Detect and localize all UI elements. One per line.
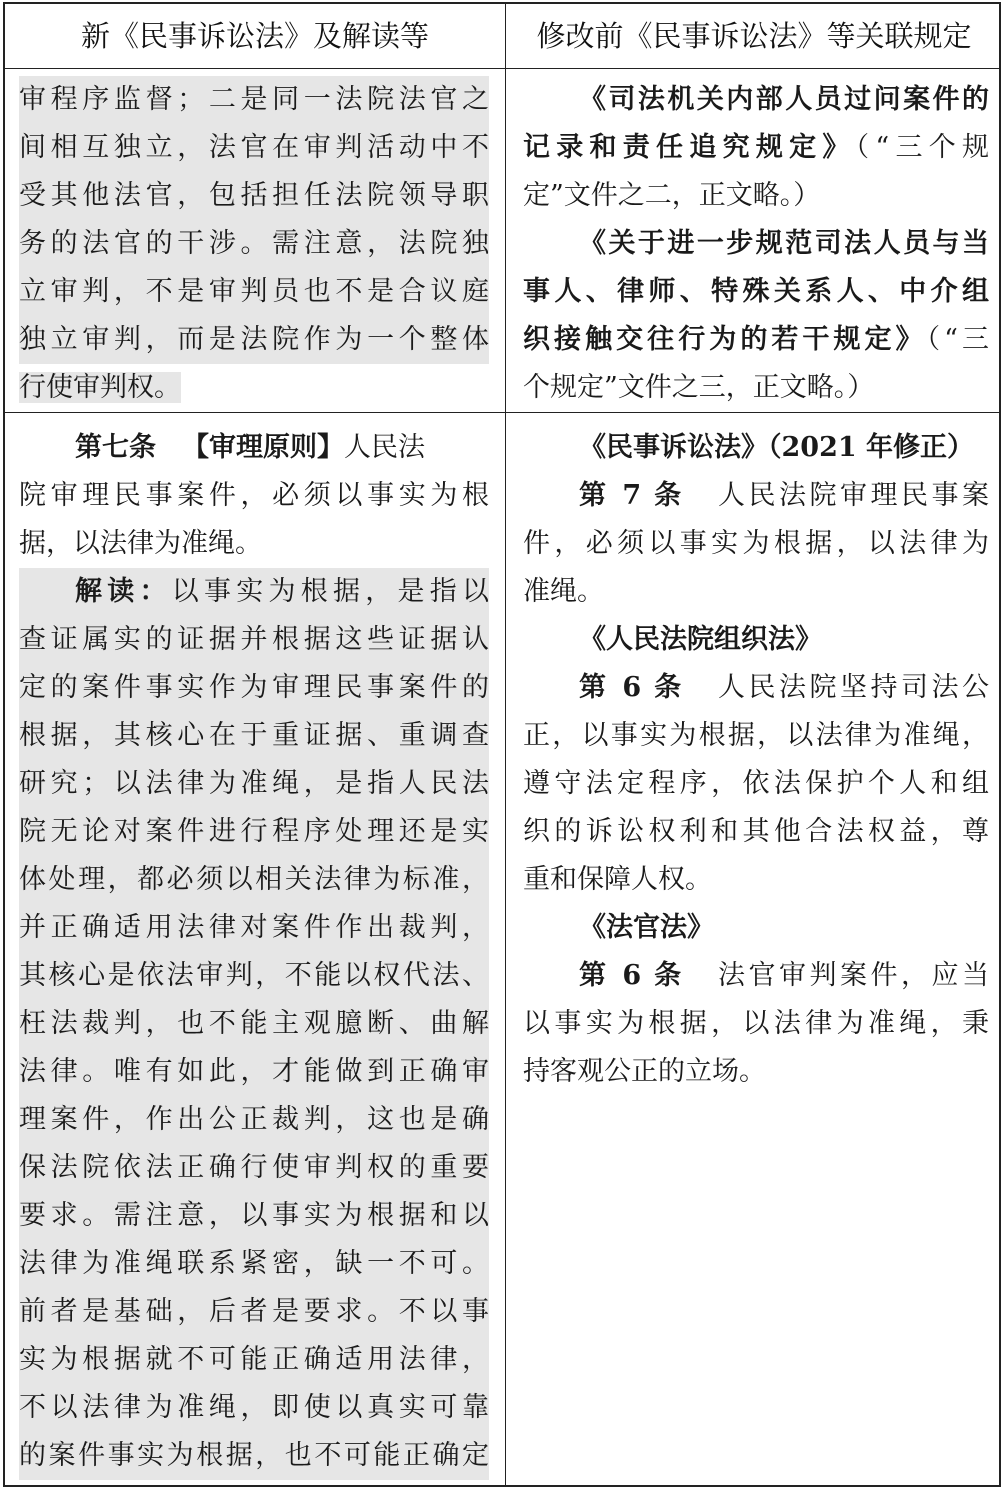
document-table xyxy=(3,2,1001,1487)
left-text-line: 审程序监督；二是同一法院法官之 xyxy=(19,76,489,124)
right-text-line xyxy=(523,316,989,364)
left-text-line: 要求。需注意，以事实为根据和以 xyxy=(19,1192,489,1240)
left-text-line: 院审理民事案件，必须以事实为根 xyxy=(19,480,489,511)
left-text-segment: 行使审判权。 xyxy=(19,372,181,403)
left-text-line: 间相互独立，法官在审判活动中不 xyxy=(19,124,489,172)
left-text-line: 据，以法律为准绳。 xyxy=(19,528,262,559)
left-text-line: 法律为准绳联系紧密，缺一不可。 xyxy=(19,1240,489,1288)
right-text-line: 定”文件之二，正文略。） xyxy=(523,180,821,211)
left-text-line: 前者是基础，后者是要求。不以事 xyxy=(19,1288,489,1336)
right-law-title: 记录和责任追究规定》 xyxy=(523,132,856,163)
column-divider xyxy=(505,4,506,1485)
left-text-line: 不以法律为准绳，即使以真实可靠 xyxy=(19,1384,489,1432)
left-text-line: 实为根据就不可能正确适用法律， xyxy=(19,1336,489,1384)
interpretation-label: 解读： xyxy=(75,576,172,607)
right-text-line xyxy=(523,664,989,712)
left-text-line: 研究；以法律为准绳，是指人民法 xyxy=(19,760,489,808)
article-number: 第七条 xyxy=(75,432,156,463)
row-divider xyxy=(5,412,999,413)
right-text-line: 正，以事实为根据，以法律为准绳， xyxy=(523,720,989,751)
left-text-line: 定的案件事实作为审理民事案件的 xyxy=(19,664,489,712)
right-text-line xyxy=(523,952,989,1000)
right-text-line: 持客观公正的立场。 xyxy=(523,1056,766,1087)
left-text-segment: 以事实为根据，是指以 xyxy=(171,576,489,607)
left-text-line: 体处理，都必须以相关法律为标准， xyxy=(19,856,489,904)
article-number: 第 7 条 xyxy=(579,480,685,511)
article-text-segment: 人民法 xyxy=(344,432,425,463)
right-text-line: 件，必须以事实为根据，以法律为 xyxy=(523,528,989,559)
left-text-line: 法律。唯有如此，才能做到正确审 xyxy=(19,1048,489,1096)
right-law-title: 《关于进一步规范司法人员与当 xyxy=(579,228,989,259)
left-text-line: 根据，其核心在于重证据、重调查 xyxy=(19,712,489,760)
right-text-segment: 人民法院坚持司法公 xyxy=(714,672,989,703)
right-law-title: 《司法机关内部人员过问案件的 xyxy=(579,84,989,115)
right-text-segment: 法官审判案件，应当 xyxy=(714,960,989,991)
left-text-line: 理案件，作出公正裁判，这也是确 xyxy=(19,1096,489,1144)
right-law-title: 《民事诉讼法》（2021 年修正） xyxy=(579,432,975,463)
right-text-line: 准绳。 xyxy=(523,576,604,607)
right-text-line: 个规定”文件之三，正文略。） xyxy=(523,372,875,403)
left-text-line: 院无论对案件进行程序处理还是实 xyxy=(19,808,489,856)
article-number: 第 6 条 xyxy=(579,672,685,703)
left-text-line: 务的法官的干涉。需注意，法院独 xyxy=(19,220,489,268)
left-column-header: 新《民事诉讼法》及解读等 xyxy=(80,19,429,53)
right-law-title: 《人民法院组织法》 xyxy=(579,624,822,655)
article-heading-line xyxy=(19,424,489,472)
right-text-line xyxy=(523,472,989,520)
right-law-title: 《法官法》 xyxy=(579,912,714,943)
left-text-line: 保法院依法正确行使审判权的重要 xyxy=(19,1144,489,1192)
left-text-line: 独立审判，而是法院作为一个整体 xyxy=(19,316,489,364)
right-text-line: 遵守法定程序，依法保护个人和组 xyxy=(523,768,989,799)
right-text-segment: （“三个规 xyxy=(855,132,989,163)
header-divider xyxy=(5,68,999,69)
left-text-line: 受其他法官，包括担任法院领导职 xyxy=(19,172,489,220)
left-text-line: 的案件事实为根据，也不可能正确定 xyxy=(19,1432,489,1480)
left-text-line xyxy=(19,364,181,412)
right-law-title: 事人、律师、特殊关系人、中介组 xyxy=(523,276,989,307)
article-number: 第 6 条 xyxy=(579,960,685,991)
left-text-line: 立审判，不是审判员也不是合议庭 xyxy=(19,268,489,316)
left-text-line: 枉法裁判，也不能主观臆断、曲解 xyxy=(19,1000,489,1048)
left-text-line: 查证属实的证据并根据这些证据认 xyxy=(19,616,489,664)
right-text-segment: （“三 xyxy=(926,324,990,355)
left-text-line: 并正确适用法律对案件作出裁判， xyxy=(19,904,489,952)
left-text-line xyxy=(19,568,489,616)
right-column-header: 修改前《民事诉讼法》等关联规定 xyxy=(536,19,972,53)
article-topic: 【审理原则】 xyxy=(182,432,344,463)
right-text-line: 重和保障人权。 xyxy=(523,864,712,895)
right-text-line: 织的诉讼权利和其他合法权益，尊 xyxy=(523,816,989,847)
right-law-title: 织接触交往行为的若干规定》 xyxy=(523,324,927,355)
left-text-line: 其核心是依法审判，不能以权代法、 xyxy=(19,952,489,1000)
right-text-segment: 人民法院审理民事案 xyxy=(714,480,989,511)
right-text-line xyxy=(523,124,989,172)
right-text-line: 以事实为根据，以法律为准绳，秉 xyxy=(523,1008,989,1039)
